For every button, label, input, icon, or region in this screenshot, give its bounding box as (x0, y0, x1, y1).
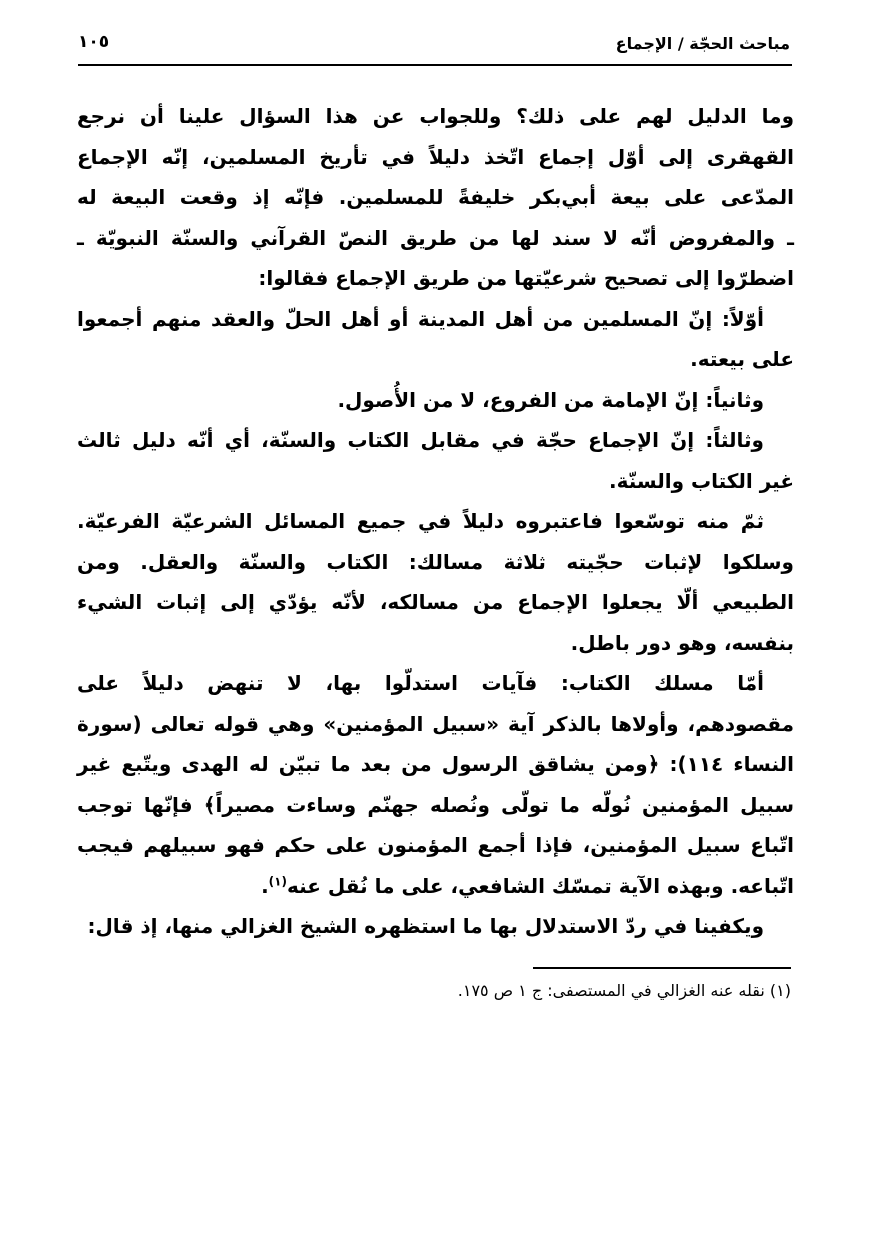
line-text: اتّباعه. وبهذه الآية تمسّك الشافعي، على ما نُقل عنه (286, 873, 794, 898)
line-text: اتّباع سبيل المؤمنين، فإذا أجمع المؤمنون على حكم فهو سبيلهم فيجب (77, 833, 794, 857)
text-line (77, 501, 794, 542)
text-line (77, 785, 794, 826)
line-text: ثمّ منه توسّعوا فاعتبروه دليلاً في جميع المسائل الشرعيّة الفرعيّة. (77, 509, 764, 533)
text-line (77, 461, 794, 502)
punctuation: . (261, 873, 269, 898)
text-line (77, 704, 794, 745)
text-line (77, 623, 794, 664)
line-text: وثانياً: إنّ الإمامة من الفروع، لا من الأُصول. (337, 387, 764, 412)
text-line (77, 258, 794, 299)
text-line (77, 96, 794, 137)
text-line (77, 582, 794, 623)
line-text: ويكفينا في ردّ الاستدلال بها ما استظهره الشيخ الغزالي منها، إذ قال: (87, 914, 764, 938)
text-line (77, 825, 794, 866)
line-text: على بيعته. (690, 347, 794, 371)
text-line (77, 663, 794, 704)
line-text: سبيل المؤمنين نُولّه ما تولّى ونُصله جهنّم وساءت مصيراً﴾ فإنّها توجب (77, 792, 794, 817)
line-text: أمّا مسلك الكتاب: فآيات استدلّوا بها، لا تنهض دليلاً على (77, 671, 764, 695)
line-text: وثالثاً: إنّ الإجماع حجّة في مقابل الكتاب والسنّة، أي أنّه دليل ثالث (77, 428, 764, 452)
line-text: وسلكوا لإثبات حجّيته ثلاثة مسالك: الكتاب والسنّة والعقل. ومن (77, 549, 794, 574)
text-line (77, 542, 794, 583)
header-divider (78, 64, 792, 66)
line-text: وما الدليل لهم على ذلك؟ وللجواب عن هذا السؤال علينا أن نرجع (77, 104, 794, 128)
text-line (77, 218, 794, 259)
line-text: الطبيعي ألّا يجعلوا الإجماع من مسالكه، لأنّه يؤدّي إلى إثبات الشيء (77, 590, 794, 614)
footnote-reference[interactable]: (١) (268, 873, 287, 888)
text-line (77, 339, 794, 380)
text-line (77, 906, 794, 947)
line-text: بنفسه، وهو دور باطل. (570, 630, 794, 655)
text-line (77, 744, 794, 785)
line-text: القهقرى إلى أوّل إجماع اتّخذ دليلاً في تأريخ المسلمين، إنّه الإجماع (77, 144, 794, 169)
line-text: مقصودهم، وأولاها بالذكر آية «سبيل المؤمنين» وهي قوله تعالى (سورة (77, 711, 794, 736)
line-text: غير الكتاب والسنّة. (609, 468, 794, 493)
text-line (77, 299, 794, 340)
line-text: المدّعى على بيعة أبي‌بكر خليفةً للمسلمين. فإنّه إذ وقعت البيعة له (77, 185, 794, 209)
line-text: أوّلاً: إنّ المسلمين من أهل المدينة أو أهل الحلّ والعقد منهم أجمعوا (77, 306, 764, 331)
page-number: ١٠٥ (78, 32, 110, 52)
text-line (77, 177, 794, 218)
footnote-divider (533, 967, 791, 969)
text-line (77, 420, 794, 461)
footnote: (١) نقله عنه الغزالي في المستصفى: ج ١ ص ١٧٥. (457, 980, 791, 1000)
line-text: النساء ١١٤): ﴿ومن يشاقق الرسول من بعد ما تبيّن له الهدى ويتّبع غير (77, 752, 795, 776)
body-text (77, 96, 794, 947)
text-line (77, 866, 794, 907)
text-line (77, 380, 794, 421)
line-text: ـ والمفروض أنّه لا سند لها من طريق النصّ القرآني والسنّة النبويّة ـ (77, 225, 794, 250)
text-line (77, 137, 794, 178)
line-text: اضطرّوا إلى تصحيح شرعيّتها من طريق الإجماع فقالوا: (258, 266, 794, 290)
running-title: مباحث الحجّة / الإجماع (615, 34, 790, 53)
